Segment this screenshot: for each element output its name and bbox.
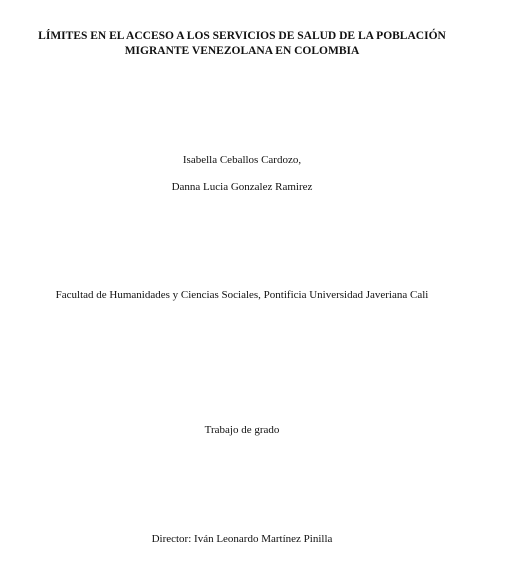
author-name: Isabella Ceballos Cardozo, xyxy=(182,154,302,166)
director-line: Director: Iván Leonardo Martínez Pinilla xyxy=(151,533,333,545)
work-type: Trabajo de grado xyxy=(204,424,280,436)
document-title-line-2: MIGRANTE VENEZOLANA EN COLOMBIA xyxy=(124,45,360,57)
document-title-line-1: LÍMITES EN EL ACCESO A LOS SERVICIOS DE SALUD DE LA POBLACIÓN xyxy=(38,30,446,42)
author-name: Danna Lucia Gonzalez Ramirez xyxy=(171,181,313,193)
faculty-affiliation: Facultad de Humanidades y Ciencias Sociales, Pontificia Universidad Javeriana Cali xyxy=(55,289,429,301)
